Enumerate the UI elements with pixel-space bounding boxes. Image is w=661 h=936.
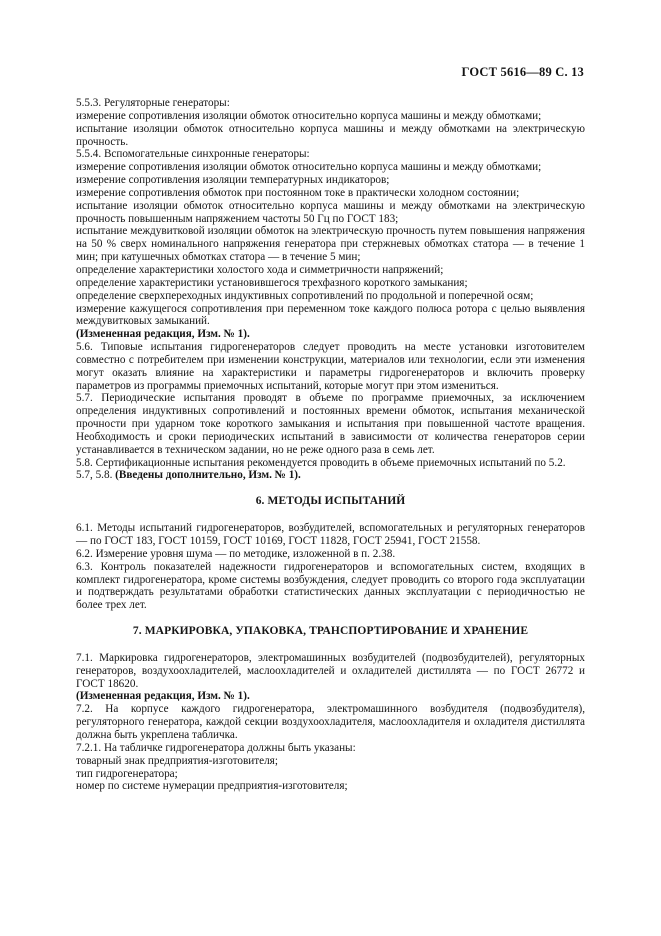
section-7-title: 7. МАРКИРОВКА, УПАКОВКА, ТРАНСПОРТИРОВАНИЕ И ХРАНЕНИЕ (132, 625, 529, 638)
list-item: тип гидрогенератора; (76, 767, 178, 780)
list-item: товарный знак предприятия-изготовителя; (76, 754, 278, 767)
paragraph: испытание изоляции обмоток относительно корпуса машины и между обмотками на электрическую прочность. (76, 122, 585, 148)
paragraph: определение характеристики холостого хода и симметричности напряжений; (76, 263, 444, 276)
paragraph: измерение сопротивления изоляции обмоток относительно корпуса машины и между обмотками; (76, 109, 542, 122)
paragraph-5-6: 5.6. Типовые испытания гидрогенераторов следует проводить на месте установки изготовителем совместно с потребителем при изменении конструкции, материалов или технологии, если эти изменения могут оказать влияние на характеристики и параметры гидрогенераторов и включить проверку параметров из программы приемочных испытаний, которые могут при этом измениться. (76, 341, 585, 392)
paragraph-6-2: 6.2. Измерение уровня шума — по методике, изложенной в п. 2.38. (76, 547, 396, 560)
paragraph-7-2: 7.2. На корпусе каждого гидрогенератора, электромашинного возбудителя (подвозбудителя), регуляторного генератора, каждой секции воздухоохладителя, маслоохладителя и охладителя дистиллята должна быть укреплена табличка. (76, 703, 585, 741)
paragraph: измерение сопротивления обмоток при постоянном токе в практически холодном состоянии; (76, 186, 520, 199)
amendment-note: (Измененная редакция, Изм. № 1). (76, 328, 250, 341)
paragraph: испытание изоляции обмоток относительно корпуса машины и между обмотками на электрическую прочность повышенным напряжением частоты 50 Гц по ГОСТ 183; (76, 199, 585, 225)
paragraph: измерение кажущегося сопротивления при переменном токе каждого полюса ротора с целью выявления междувитковых замыканий. (76, 302, 585, 328)
paragraph-7-2-1: 7.2.1. На табличке гидрогенератора должны быть указаны: (76, 741, 356, 754)
paragraph: определение характеристики установившегося трехфазного короткого замыкания; (76, 276, 468, 289)
paragraph-5-8: 5.8. Сертификационные испытания рекомендуется проводить в объеме приемочных испытаний по 5.2. (76, 456, 566, 469)
section-6-title: 6. МЕТОДЫ ИСПЫТАНИЙ (255, 495, 406, 508)
paragraph: испытание междувитковой изоляции обмоток на электрическую прочность путем повышения напряжения на 50 % сверх номинального напряжения генератора при стержневых обмотках статора — в течение 1 мин; при катушечных обмотках статора — в течение 5 мин; (76, 225, 585, 264)
paragraph-5-7: 5.7. Периодические испытания проводят в объеме по программе приемочных, за исключением определения индуктивных сопротивлений и постоянных времени обмоток, испытания механической прочности при ударном токе короткого замыкания и испытания при повышенной частоте вращения. Необходимость и сроки периодических испытаний в зависимости от количества генераторов серии устанавливается в техническом задании, но не реже одного раза в семь лет. (76, 392, 585, 456)
paragraph-7-1: 7.1. Маркировка гидрогенераторов, электромашинных возбудителей (подвозбудителей), регуляторных генераторов, воздухоохладителей, маслоохладителей и охладителей дистиллята — по ГОСТ 26772 и ГОСТ 18620. (76, 651, 585, 690)
paragraph: измерение сопротивления изоляции обмоток относительно корпуса машины и между обмотками; (76, 161, 542, 174)
document-body (76, 97, 585, 793)
amendment-note: (Введены дополнительно, Изм. № 1). (115, 469, 301, 482)
paragraph: определение сверхпереходных индуктивных сопротивлений по продольной и поперечной осям; (76, 289, 534, 302)
list-item: номер по системе нумерации предприятия-изготовителя; (76, 780, 348, 793)
paragraph-5-7-5-8 (76, 469, 585, 482)
paragraph: измерение сопротивления изоляции температурных индикаторов; (76, 174, 390, 187)
page-header: ГОСТ 5616—89 С. 13 (461, 65, 584, 79)
paragraph: 5.5.3. Регуляторные генераторы: (76, 97, 230, 109)
paragraph: 5.5.4. Вспомогательные синхронные генераторы: (76, 148, 310, 161)
paragraph-6-3: 6.3. Контроль показателей надежности гидрогенераторов и вспомогательных систем, входящих в комплект гидрогенератора, кроме системы возбуждения, следует проводить со второго года эксплуатации и подтверждать результатами обработки статистических данных эксплуатации с периодичностью не более трех лет. (76, 560, 585, 612)
amendment-note: (Измененная редакция, Изм. № 1). (76, 690, 250, 703)
clause-ref: 5.7, 5.8. (76, 469, 116, 482)
paragraph-6-1: 6.1. Методы испытаний гидрогенераторов, возбудителей, вспомогательных и регуляторных генераторов — по ГОСТ 183, ГОСТ 10159, ГОСТ 10169, ГОСТ 11828, ГОСТ 25941, ГОСТ 21558. (76, 522, 585, 547)
